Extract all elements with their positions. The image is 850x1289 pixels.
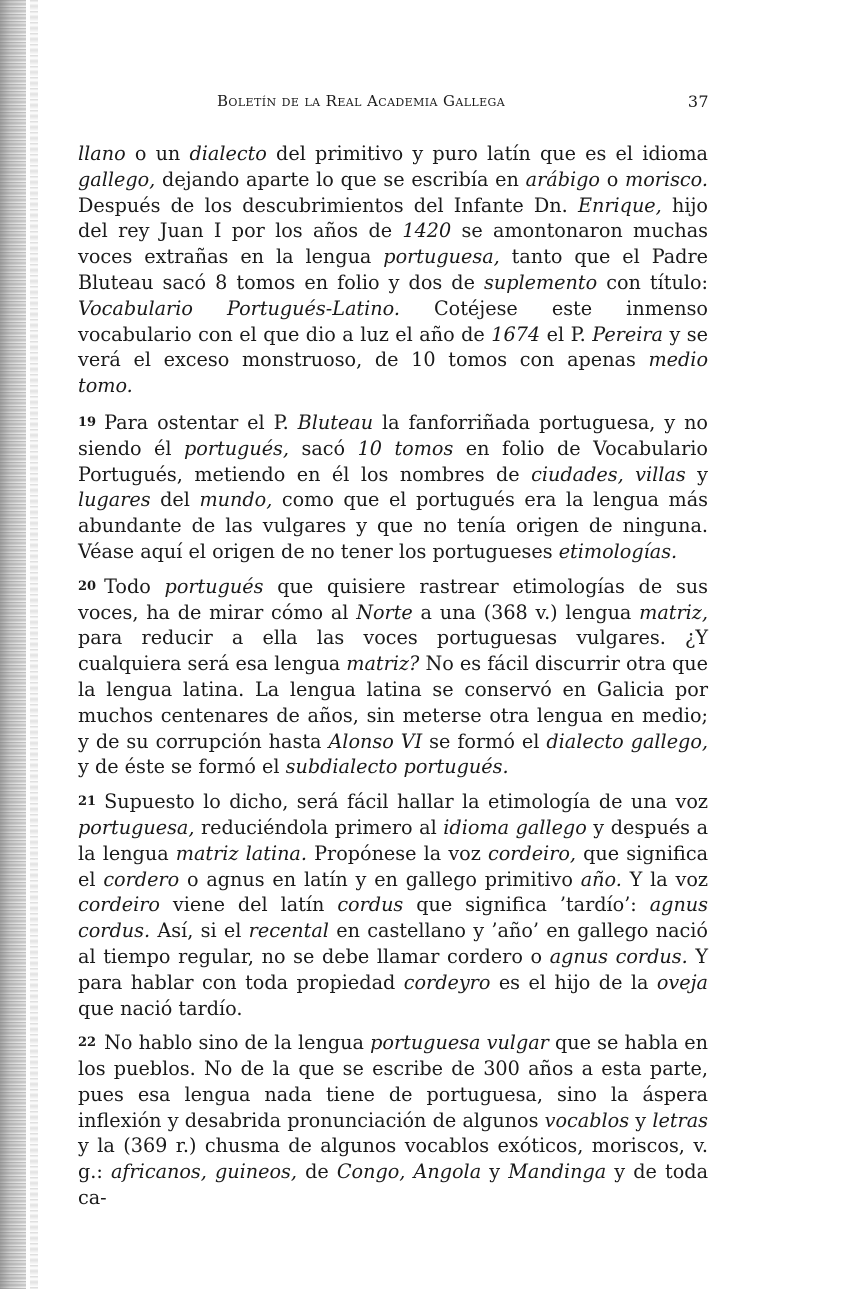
text-run: viene del latín	[159, 893, 338, 917]
italic-term: villas	[635, 462, 686, 486]
text-run: y la (369 r.) chusma de algunos vocablos exóticos, moriscos, v. g.:	[78, 1134, 708, 1184]
text-run: Propónese la voz	[306, 841, 488, 865]
text-run: Y para hablar con toda propiedad	[78, 944, 708, 994]
italic-term: recental	[248, 919, 329, 943]
note-number: 20	[78, 578, 97, 594]
text-run: como que el portugués era la lengua más abundante de las vulgares y que no tenía origen de ninguna. Véase aquí el origen de no tener los portugueses	[78, 488, 708, 563]
italic-term: arábigo	[525, 167, 600, 191]
continued-paragraph	[78, 141, 708, 399]
italic-term: portuguesa vulgar	[370, 1031, 549, 1055]
text-run: para reducir a ella las voces portuguesas vulgares. ¿Y cualquiera será esa lengua	[78, 626, 708, 676]
text-run: que significa el	[78, 841, 709, 891]
italic-term: Alonso VI	[328, 729, 423, 753]
italic-term: portugués,	[183, 436, 290, 460]
italic-term: dialecto gallego,	[546, 729, 708, 753]
text-run: a una (368 v.) lengua	[412, 600, 640, 624]
italic-term: vocablos	[544, 1108, 630, 1132]
italic-term: matriz?	[346, 652, 420, 676]
text-run: de	[296, 1160, 337, 1184]
italic-term: gallego,	[78, 167, 156, 191]
text-run: Para ostentar el P.	[104, 410, 298, 434]
note-number: 22	[78, 1035, 97, 1051]
page-binding-shadow	[30, 0, 38, 1289]
text-run: en folio de Vocabulario Portugués, metiendo en él los nombres de	[78, 436, 708, 486]
italic-term: portugués	[164, 574, 264, 598]
note-number: 21	[78, 794, 97, 810]
text-run: Y la voz	[621, 867, 709, 891]
text-run: con título:	[597, 270, 708, 294]
italic-term: Pereira	[592, 322, 663, 346]
text-run: No es fácil discurrir otra que la lengua latina. La lengua latina se conservó en Galicia por muchos centenares de años, sin meterse otra lengua en medio; y de su corrupción hasta	[78, 652, 708, 753]
italic-term: 1420	[402, 219, 452, 243]
italic-term: cordero	[103, 867, 180, 891]
text-run: y	[685, 462, 708, 486]
italic-term: ciudades,	[531, 462, 624, 486]
note-number: 19	[78, 414, 97, 430]
italic-term: subdialecto portugués.	[285, 755, 509, 779]
italic-term: año.	[580, 867, 622, 891]
text-run: que significa ’tardío’:	[403, 893, 650, 917]
italic-term: etimologías.	[558, 539, 678, 563]
italic-term: lugares	[78, 488, 151, 512]
italic-term: cordeiro	[78, 893, 160, 917]
text-run: Supuesto lo dicho, será fácil hallar la etimología de una voz	[104, 790, 708, 814]
text-run: que quisiere rastrear etimologías de sus voces, ha de mirar cómo al	[78, 574, 708, 624]
text-run: o	[599, 167, 626, 191]
text-run: dejando aparte lo que se escribía en	[155, 167, 526, 191]
text-run: y	[481, 1160, 509, 1184]
page-number: 37	[687, 92, 709, 111]
running-head-title: Boletín de la Real Academia Gallega	[217, 92, 506, 110]
italic-term: cordeyro	[403, 970, 491, 994]
italic-term: matriz,	[639, 600, 708, 624]
page-binding-edge	[0, 0, 26, 1289]
text-run: y se verá el exceso monstruoso, de 10 tomos con apenas	[78, 322, 708, 372]
italic-term: morisco.	[625, 167, 708, 191]
running-head	[217, 92, 709, 116]
text-run: Así, si el	[150, 919, 249, 943]
italic-term: Vocabulario Portugués-Latino.	[78, 296, 400, 320]
note-paragraph-21	[78, 789, 708, 1021]
italic-term: Mandinga	[508, 1160, 607, 1184]
italic-term: dialecto	[189, 142, 267, 165]
italic-term: Congo, Angola	[336, 1160, 482, 1184]
body-text	[78, 141, 708, 1220]
text-run: y	[629, 1108, 653, 1132]
italic-term: 10 tomos	[357, 436, 454, 460]
text-run: tanto que el Padre Bluteau sacó 8 tomos en folio y dos de	[78, 245, 708, 294]
italic-term: mundo,	[199, 488, 273, 512]
text-run: reduciéndola primero al	[194, 815, 444, 839]
italic-term: cordeiro,	[487, 841, 577, 865]
italic-term: portuguesa,	[383, 245, 500, 269]
italic-term: africanos, guineos,	[110, 1160, 297, 1184]
text-run: es el hijo de la	[490, 970, 657, 994]
italic-term: llano	[78, 142, 126, 165]
italic-term: agnus cordus.	[78, 893, 709, 943]
text-run: se formó el	[422, 729, 547, 753]
text-run: sacó	[289, 436, 358, 460]
italic-term: cordus	[337, 893, 404, 917]
text-run: o agnus en latín y en gallego primitivo	[179, 867, 581, 891]
text-run: se amontonaron muchas voces extrañas en la lengua	[78, 219, 708, 269]
italic-term: idioma gallego	[443, 815, 587, 839]
text-run	[624, 463, 635, 486]
text-run: Todo	[104, 574, 165, 598]
italic-term: matriz latina.	[175, 841, 307, 865]
italic-term: Bluteau	[297, 410, 374, 434]
italic-term: letras	[652, 1108, 708, 1132]
text-run: el P.	[540, 322, 593, 346]
text-run: hijo del rey Juan I por los años de	[78, 193, 708, 243]
italic-term: medio tomo.	[78, 348, 708, 398]
italic-term: portuguesa,	[78, 815, 195, 839]
note-paragraph-19	[78, 410, 708, 565]
text-run: del primitivo y puro latín que es el idioma	[266, 142, 708, 165]
text-run: y de toda ca-	[78, 1160, 709, 1210]
italic-term: suplemento	[483, 270, 598, 294]
italic-term: oveja	[656, 970, 708, 994]
note-paragraph-22	[78, 1030, 708, 1211]
italic-term: Enrique,	[577, 193, 662, 217]
text-run: y después a la lengua	[78, 815, 709, 865]
text-run: la fanforriñada portuguesa, y no siendo él	[78, 410, 708, 460]
text-run: que se habla en los pueblos. No de la que se escribe de 300 años a esta parte, pues esa lengua nada tiene de portuguesa, sino la áspera inflexión y desabrida pronunciación de algunos	[78, 1031, 708, 1132]
text-run: en castellano y ’año’ en gallego nació al tiempo regular, no se debe llamar cordero o	[78, 919, 708, 968]
text-run: que nació tardío.	[78, 996, 243, 1020]
italic-term: Norte	[356, 600, 413, 624]
text-run: No hablo sino de la lengua	[104, 1031, 371, 1055]
text-run: Después de los descubrimientos del Infante Dn.	[78, 193, 578, 217]
text-run: o un	[125, 142, 190, 165]
text-run: del	[150, 488, 200, 512]
text-run: Cotéjese este inmenso vocabulario con el que dio a luz el año de	[78, 296, 708, 346]
text-run: y de éste se formó el	[78, 755, 286, 779]
note-paragraph-20	[78, 574, 708, 780]
italic-term: 1674	[491, 322, 541, 346]
italic-term: agnus cordus.	[549, 944, 688, 968]
